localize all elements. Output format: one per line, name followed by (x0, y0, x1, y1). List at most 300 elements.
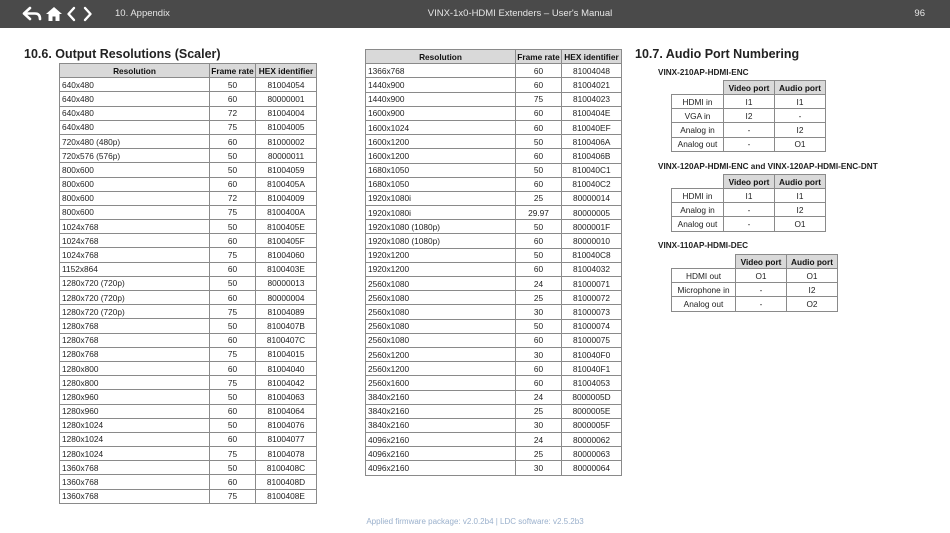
resolution-cell: 1360x768 (60, 489, 210, 503)
hex-identifier-cell: 810040EF (562, 120, 622, 134)
audio-port-cell: - (775, 109, 826, 123)
audio-port-cell: I1 (775, 189, 826, 203)
resolution-cell: 2560x1080 (366, 291, 516, 305)
column-header-video-port: Video port (724, 81, 775, 95)
resolution-cell: 1920x1080i (366, 206, 516, 220)
frame-rate-cell: 50 (210, 461, 256, 475)
hex-identifier-cell: 81004004 (256, 106, 317, 120)
frame-rate-cell: 30 (516, 305, 562, 319)
audio-table-title: VINX-120AP-HDMI-ENC and VINX-120AP-HDMI-ENC-DNT (658, 162, 878, 171)
frame-rate-cell: 50 (210, 319, 256, 333)
hex-identifier-cell: 81000071 (562, 277, 622, 291)
top-bar (0, 0, 950, 28)
resolution-cell: 640x480 (60, 92, 210, 106)
frame-rate-cell: 60 (516, 362, 562, 376)
hex-identifier-cell: 81004042 (256, 376, 317, 390)
hex-identifier-cell: 81004053 (562, 376, 622, 390)
audio-port-cell: O1 (787, 269, 838, 283)
audio-heading: 10.7. Audio Port Numbering (635, 47, 800, 61)
video-port-cell: I1 (724, 95, 775, 109)
frame-rate-cell: 75 (210, 205, 256, 219)
table-row (60, 305, 317, 319)
hex-identifier-cell: 810040F0 (562, 347, 622, 361)
frame-rate-cell: 60 (516, 149, 562, 163)
frame-rate-cell: 50 (210, 78, 256, 92)
frame-rate-cell: 75 (210, 489, 256, 503)
resolution-cell: 1280x960 (60, 404, 210, 418)
resolution-cell: 1920x1200 (366, 262, 516, 276)
table-header-row (672, 255, 838, 269)
hex-identifier-cell: 81004063 (256, 390, 317, 404)
resolution-cell: 1680x1050 (366, 163, 516, 177)
hex-identifier-cell: 81004060 (256, 248, 317, 262)
table-row (60, 276, 317, 290)
audio-port-cell: O1 (775, 137, 826, 151)
resolution-cell: 1360x768 (60, 461, 210, 475)
hex-identifier-cell: 8000001F (562, 220, 622, 234)
frame-rate-cell: 75 (210, 447, 256, 461)
column-header-audio-port: Audio port (775, 81, 826, 95)
table-row (366, 319, 622, 333)
frame-rate-cell: 60 (516, 262, 562, 276)
frame-rate-cell: 60 (210, 475, 256, 489)
hex-identifier-cell: 81000074 (562, 319, 622, 333)
audio-port-cell: O2 (787, 297, 838, 311)
frame-rate-cell: 72 (210, 191, 256, 205)
resolution-cell: 1280x1024 (60, 418, 210, 432)
video-port-cell: - (724, 203, 775, 217)
resolution-cell: 1024x768 (60, 234, 210, 248)
resolution-cell: 800x600 (60, 163, 210, 177)
table-row (366, 191, 622, 205)
port-label-cell: Analog out (672, 217, 724, 231)
table-row (366, 64, 622, 78)
resolution-cell: 640x480 (60, 78, 210, 92)
frame-rate-cell: 75 (210, 305, 256, 319)
column-header-frame-rate: Frame rate (516, 50, 562, 64)
home-icon[interactable] (45, 5, 63, 23)
frame-rate-cell: 50 (210, 149, 256, 163)
video-port-cell: - (736, 297, 787, 311)
hex-identifier-cell: 810040C1 (562, 163, 622, 177)
resolution-cell: 1680x1050 (366, 177, 516, 191)
resolution-cell: 800x600 (60, 191, 210, 205)
table-row (60, 418, 317, 432)
resolution-cell: 3840x2160 (366, 390, 516, 404)
table-row (60, 333, 317, 347)
resolution-cell: 1600x1200 (366, 135, 516, 149)
hex-identifier-cell: 80000013 (256, 276, 317, 290)
frame-rate-cell: 60 (516, 78, 562, 92)
video-port-cell: - (724, 123, 775, 137)
resolution-cell: 1280x1024 (60, 447, 210, 461)
resolution-table-left (59, 63, 317, 504)
table-row (60, 149, 317, 163)
resolution-cell: 720x576 (576p) (60, 149, 210, 163)
audio-port-cell: O1 (775, 217, 826, 231)
hex-identifier-cell: 80000011 (256, 149, 317, 163)
column-header-resolution: Resolution (366, 50, 516, 64)
resolution-cell: 1600x900 (366, 106, 516, 120)
table-row (366, 390, 622, 404)
hex-identifier-cell: 80000005 (562, 206, 622, 220)
table-row (60, 432, 317, 446)
audio-port-table (671, 80, 826, 152)
table-row (672, 123, 826, 137)
table-row (60, 163, 317, 177)
table-row (366, 163, 622, 177)
table-row (60, 191, 317, 205)
frame-rate-cell: 50 (516, 319, 562, 333)
frame-rate-cell: 60 (210, 361, 256, 375)
table-row (672, 269, 838, 283)
hex-identifier-cell: 81004048 (562, 64, 622, 78)
table-header-row (366, 50, 622, 64)
hex-identifier-cell: 8100404E (562, 106, 622, 120)
hex-identifier-cell: 81004078 (256, 447, 317, 461)
back-icon[interactable] (22, 5, 42, 23)
column-header-hex: HEX identifier (562, 50, 622, 64)
prev-page-icon[interactable] (66, 5, 76, 23)
resolution-cell: 2560x1200 (366, 362, 516, 376)
table-row (366, 92, 622, 106)
frame-rate-cell: 25 (516, 291, 562, 305)
column-header-hex: HEX identifier (256, 64, 317, 78)
page-number: 96 (914, 8, 925, 19)
frame-rate-cell: 50 (516, 248, 562, 262)
hex-identifier-cell: 81004005 (256, 120, 317, 134)
table-row (366, 333, 622, 347)
resolution-cell: 1280x720 (720p) (60, 291, 210, 305)
table-row (366, 135, 622, 149)
resolution-cell: 800x600 (60, 177, 210, 191)
hex-identifier-cell: 81004015 (256, 347, 317, 361)
port-label-cell: Microphone in (672, 283, 736, 297)
frame-rate-cell: 60 (516, 120, 562, 134)
frame-rate-cell: 30 (516, 461, 562, 475)
video-port-cell: - (724, 137, 775, 151)
column-header-audio-port: Audio port (787, 255, 838, 269)
table-row (60, 177, 317, 191)
frame-rate-cell: 60 (210, 333, 256, 347)
table-row (366, 78, 622, 92)
video-port-cell: - (736, 283, 787, 297)
audio-table-title: VINX-110AP-HDMI-DEC (658, 241, 749, 250)
resolution-cell: 1920x1080 (1080p) (366, 220, 516, 234)
frame-rate-cell: 24 (516, 277, 562, 291)
resolution-cell: 1280x1024 (60, 432, 210, 446)
table-row (366, 376, 622, 390)
hex-identifier-cell: 810040F1 (562, 362, 622, 376)
resolution-cell: 1440x900 (366, 92, 516, 106)
resolution-cell: 1024x768 (60, 220, 210, 234)
frame-rate-cell: 60 (210, 92, 256, 106)
frame-rate-cell: 30 (516, 418, 562, 432)
frame-rate-cell: 25 (516, 404, 562, 418)
table-row (672, 189, 826, 203)
section-label: 10. Appendix (115, 8, 170, 19)
resolution-cell: 1152x864 (60, 262, 210, 276)
port-label-cell: HDMI out (672, 269, 736, 283)
table-row (366, 120, 622, 134)
resolution-cell: 4096x2160 (366, 447, 516, 461)
video-port-cell: I1 (724, 189, 775, 203)
column-header-video-port: Video port (724, 175, 775, 189)
table-row (672, 137, 826, 151)
column-header-frame-rate: Frame rate (210, 64, 256, 78)
port-label-cell: Analog out (672, 137, 724, 151)
hex-identifier-cell: 8100408E (256, 489, 317, 503)
frame-rate-cell: 75 (210, 376, 256, 390)
table-row (366, 220, 622, 234)
hex-identifier-cell: 8100408C (256, 461, 317, 475)
resolution-cell: 1280x720 (720p) (60, 276, 210, 290)
resolution-cell: 1280x800 (60, 361, 210, 375)
table-row (672, 297, 838, 311)
hex-identifier-cell: 81004077 (256, 432, 317, 446)
frame-rate-cell: 60 (210, 404, 256, 418)
frame-rate-cell: 60 (210, 134, 256, 148)
resolution-cell: 640x480 (60, 120, 210, 134)
resolution-cell: 1920x1080 (1080p) (366, 234, 516, 248)
port-label-cell: HDMI in (672, 95, 724, 109)
frame-rate-cell: 75 (210, 347, 256, 361)
table-row (60, 291, 317, 305)
frame-rate-cell: 60 (210, 234, 256, 248)
frame-rate-cell: 60 (210, 291, 256, 305)
frame-rate-cell: 25 (516, 447, 562, 461)
hex-identifier-cell: 8000005D (562, 390, 622, 404)
hex-identifier-cell: 8100406B (562, 149, 622, 163)
port-label-cell: HDMI in (672, 189, 724, 203)
frame-rate-cell: 24 (516, 390, 562, 404)
hex-identifier-cell: 8000005E (562, 404, 622, 418)
table-row (366, 362, 622, 376)
hex-identifier-cell: 81000073 (562, 305, 622, 319)
table-row (366, 305, 622, 319)
hex-identifier-cell: 8100407C (256, 333, 317, 347)
resolution-cell: 3840x2160 (366, 418, 516, 432)
table-row (60, 447, 317, 461)
frame-rate-cell: 60 (210, 177, 256, 191)
resolution-cell: 3840x2160 (366, 404, 516, 418)
hex-identifier-cell: 81004064 (256, 404, 317, 418)
table-row (60, 78, 317, 92)
frame-rate-cell: 25 (516, 191, 562, 205)
table-row (366, 177, 622, 191)
table-row (366, 404, 622, 418)
hex-identifier-cell: 810040C2 (562, 177, 622, 191)
resolution-cell: 1280x768 (60, 347, 210, 361)
table-row (366, 447, 622, 461)
resolution-cell: 1280x960 (60, 390, 210, 404)
audio-port-cell: I2 (775, 203, 826, 217)
hex-identifier-cell: 81000075 (562, 333, 622, 347)
resolution-cell: 1600x1200 (366, 149, 516, 163)
footer-version-info: Applied firmware package: v2.0.2b4 | LDC software: v2.5.2b3 (366, 517, 584, 526)
resolution-cell: 4096x2160 (366, 461, 516, 475)
hex-identifier-cell: 8100407B (256, 319, 317, 333)
hex-identifier-cell: 81004032 (562, 262, 622, 276)
resolution-table-right (365, 49, 622, 476)
table-row (366, 418, 622, 432)
table-header-row (672, 175, 826, 189)
next-page-icon[interactable] (83, 5, 93, 23)
video-port-cell: I2 (724, 109, 775, 123)
table-row (366, 347, 622, 361)
blank-header-cell (672, 255, 736, 269)
hex-identifier-cell: 81004040 (256, 361, 317, 375)
hex-identifier-cell: 8100405E (256, 220, 317, 234)
table-row (60, 475, 317, 489)
frame-rate-cell: 75 (516, 92, 562, 106)
table-row (366, 277, 622, 291)
hex-identifier-cell: 8100405A (256, 177, 317, 191)
hex-identifier-cell: 81004076 (256, 418, 317, 432)
frame-rate-cell: 60 (516, 177, 562, 191)
table-row (60, 248, 317, 262)
table-row (60, 489, 317, 503)
resolution-cell: 1280x768 (60, 333, 210, 347)
hex-identifier-cell: 81004023 (562, 92, 622, 106)
hex-identifier-cell: 81000002 (256, 134, 317, 148)
table-row (60, 404, 317, 418)
resolution-cell: 1280x800 (60, 376, 210, 390)
column-header-resolution: Resolution (60, 64, 210, 78)
frame-rate-cell: 50 (210, 390, 256, 404)
hex-identifier-cell: 81004021 (562, 78, 622, 92)
table-row (672, 109, 826, 123)
port-label-cell: Analog out (672, 297, 736, 311)
frame-rate-cell: 50 (210, 163, 256, 177)
frame-rate-cell: 30 (516, 347, 562, 361)
frame-rate-cell: 60 (516, 333, 562, 347)
hex-identifier-cell: 80000001 (256, 92, 317, 106)
resolution-cell: 1920x1080i (366, 191, 516, 205)
frame-rate-cell: 60 (210, 432, 256, 446)
table-row (60, 376, 317, 390)
table-row (60, 220, 317, 234)
port-label-cell: VGA in (672, 109, 724, 123)
resolution-cell: 1280x768 (60, 319, 210, 333)
hex-identifier-cell: 81004054 (256, 78, 317, 92)
hex-identifier-cell: 8100408D (256, 475, 317, 489)
hex-identifier-cell: 81004009 (256, 191, 317, 205)
resolution-cell: 640x480 (60, 106, 210, 120)
resolution-cell: 1366x768 (366, 64, 516, 78)
hex-identifier-cell: 80000063 (562, 447, 622, 461)
table-row (366, 433, 622, 447)
table-row (60, 120, 317, 134)
table-row (60, 361, 317, 375)
table-row (672, 217, 826, 231)
hex-identifier-cell: 8100406A (562, 135, 622, 149)
audio-port-cell: I2 (775, 123, 826, 137)
table-row (366, 461, 622, 475)
frame-rate-cell: 50 (210, 418, 256, 432)
hex-identifier-cell: 810040C8 (562, 248, 622, 262)
frame-rate-cell: 50 (516, 220, 562, 234)
frame-rate-cell: 60 (516, 106, 562, 120)
hex-identifier-cell: 80000010 (562, 234, 622, 248)
audio-table-title: VINX-210AP-HDMI-ENC (658, 68, 749, 77)
table-header-row (60, 64, 317, 78)
resolution-cell: 2560x1600 (366, 376, 516, 390)
resolution-cell: 4096x2160 (366, 433, 516, 447)
audio-port-table (671, 254, 838, 312)
resolution-cell: 1600x1024 (366, 120, 516, 134)
frame-rate-cell: 50 (210, 220, 256, 234)
table-row (60, 92, 317, 106)
hex-identifier-cell: 81000072 (562, 291, 622, 305)
hex-identifier-cell: 80000014 (562, 191, 622, 205)
hex-identifier-cell: 81004059 (256, 163, 317, 177)
frame-rate-cell: 29.97 (516, 206, 562, 220)
hex-identifier-cell: 81004089 (256, 305, 317, 319)
resolution-cell: 1920x1200 (366, 248, 516, 262)
document-title: VINX-1x0-HDMI Extenders – User's Manual (427, 8, 613, 19)
table-row (366, 206, 622, 220)
resolution-cell: 800x600 (60, 205, 210, 219)
table-row (366, 248, 622, 262)
table-row (366, 234, 622, 248)
hex-identifier-cell: 80000004 (256, 291, 317, 305)
table-header-row (672, 81, 826, 95)
frame-rate-cell: 50 (516, 163, 562, 177)
resolution-cell: 2560x1080 (366, 333, 516, 347)
table-row (672, 95, 826, 109)
table-row (366, 291, 622, 305)
column-header-video-port: Video port (736, 255, 787, 269)
column-header-audio-port: Audio port (775, 175, 826, 189)
resolution-cell: 1440x900 (366, 78, 516, 92)
table-row (60, 262, 317, 276)
resolution-cell: 2560x1080 (366, 277, 516, 291)
table-row (60, 134, 317, 148)
audio-port-table (671, 174, 826, 232)
table-row (366, 149, 622, 163)
frame-rate-cell: 72 (210, 106, 256, 120)
table-row (366, 106, 622, 120)
video-port-cell: - (724, 217, 775, 231)
blank-header-cell (672, 81, 724, 95)
table-row (60, 347, 317, 361)
hex-identifier-cell: 8100405F (256, 234, 317, 248)
resolution-cell: 2560x1080 (366, 319, 516, 333)
frame-rate-cell: 60 (210, 262, 256, 276)
resolution-cell: 1024x768 (60, 248, 210, 262)
table-row (60, 106, 317, 120)
hex-identifier-cell: 80000064 (562, 461, 622, 475)
hex-identifier-cell: 8100403E (256, 262, 317, 276)
video-port-cell: O1 (736, 269, 787, 283)
frame-rate-cell: 75 (210, 120, 256, 134)
audio-port-cell: I2 (787, 283, 838, 297)
frame-rate-cell: 60 (516, 64, 562, 78)
table-row (60, 319, 317, 333)
frame-rate-cell: 60 (516, 376, 562, 390)
table-row (672, 283, 838, 297)
table-row (672, 203, 826, 217)
hex-identifier-cell: 80000062 (562, 433, 622, 447)
frame-rate-cell: 24 (516, 433, 562, 447)
hex-identifier-cell: 8100400A (256, 205, 317, 219)
resolution-cell: 1280x720 (720p) (60, 305, 210, 319)
resolution-cell: 2560x1080 (366, 305, 516, 319)
frame-rate-cell: 50 (516, 135, 562, 149)
table-row (60, 234, 317, 248)
frame-rate-cell: 60 (516, 234, 562, 248)
